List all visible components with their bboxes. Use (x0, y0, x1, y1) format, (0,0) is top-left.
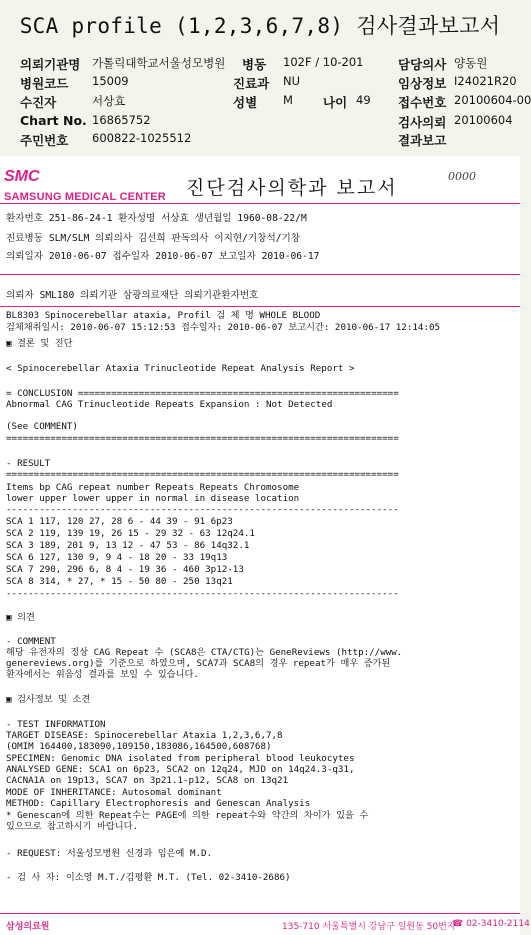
result-header-2: lower upper lower upper in normal in disease location (6, 493, 300, 504)
request-line: - REQUEST: 서울성모병원 신경과 임은예 M.D. (6, 848, 213, 859)
line-test-code: BL8303 Spinocerebellar ataxia, Profil 검 체 명 WHOLE BLOOD (6, 310, 321, 321)
table-row: SCA 3 189, 201 9, 13 12 - 47 53 - 86 14q32.1 (6, 540, 250, 551)
clinical-info-value: I24021R20 (454, 74, 517, 88)
footer-phone: ☎ 02-3410-2114 (452, 919, 530, 929)
dept-value: NU (283, 74, 301, 88)
footer-address: 135-710 서울특별시 강남구 일원동 50번지 (282, 922, 456, 932)
sex-value: M (283, 93, 293, 107)
comment-heading: - COMMENT (6, 636, 56, 647)
result-end-rule: ----------------------------------------------------------------------- (6, 588, 399, 599)
info-divider (0, 274, 520, 275)
method: METHOD: Capillary Electrophoresis and Genescan Analysis (6, 798, 311, 809)
request-date-value: 20100604 (454, 113, 513, 127)
table-row: SCA 6 127, 130 9, 9 4 - 18 20 - 33 19q13 (6, 552, 228, 563)
report-title: SCA profile (1,2,3,6,7,8) 검사결과보고서 (19, 14, 501, 38)
doctor-label: 담당의사 (398, 57, 447, 72)
see-comment: (See COMMENT) (6, 421, 78, 432)
header-row-1 (0, 55, 520, 73)
result-rule: ======================================================================= (6, 469, 399, 480)
resident-value: 600822-1025512 (92, 131, 192, 145)
handwritten-note: 0000 (448, 170, 476, 183)
chart-label: Chart No. (20, 113, 87, 128)
receipt-label: 접수번호 (398, 95, 447, 110)
sex-label: 성별 (233, 95, 258, 110)
omim-numbers: (OMIM 164400,183090,109150,183086,164500,608768) (6, 741, 272, 752)
resident-label: 주민번호 (20, 133, 69, 148)
doctor-value: 양동원 (454, 56, 488, 70)
examiner-line: - 검 사 자: 이소영 M.T./김평환 M.T. (Tel. 02-3410-2686) (6, 872, 291, 883)
specimen: SPECIMEN: Genomic DNA isolated from peripheral blood leukocytes (6, 753, 355, 764)
genescan-note-2: 있으므로 참고하시기 바랍니다. (6, 821, 138, 832)
analysed-gene-1: ANALYSED GENE: SCA1 on 6p23, SCA2 on 12q24, MJD on 14q24.3-q31, (6, 764, 355, 775)
line-patient-id: 환자번호 251-86-24-1 환자성명 서상효 생년월일 1960-08-22/M (6, 213, 307, 224)
target-disease: TARGET DISEASE: Spinocerebellar Ataxia 1,2,3,6,7,8 (6, 730, 283, 741)
comment-line-2: genereviews.org)를 기준으로 하였으며, SCA7과 SCA8의 경우 repeat가 매우 증가된 (6, 658, 391, 669)
inheritance-mode: MODE OF INHERITANCE: Autosomal dominant (6, 787, 222, 798)
conclusion-text: Abnormal CAG Trinucleotide Repeats Expansion : Not Detected (6, 399, 333, 410)
test-info-heading: - TEST INFORMATION (6, 719, 106, 730)
comment-line-3: 환자에서는 위음성 결과를 보일 수 있습니다. (6, 669, 199, 680)
table-row: SCA 2 119, 139 19, 26 15 - 29 32 - 63 12q24.1 (6, 528, 255, 539)
result-heading: - RESULT (6, 458, 51, 469)
footer-logo: 삼성의료원 (6, 922, 50, 932)
dept-label: 진료과 (233, 76, 270, 91)
section-conclusion: ▣ 결론 및 진단 (6, 338, 73, 349)
hospital-code-value: 15009 (92, 74, 129, 88)
header-row-3 (0, 93, 531, 111)
line-dates: 의뢰일자 2010-06-07 접수일자 2010-06-07 보고일자 2010-06-17 (6, 251, 320, 262)
header-divider (0, 203, 520, 204)
comment-line-1: 해당 유전자의 정상 CAG Repeat 수 (SCA8은 CTA/CTG)는 GeneReviews (http://www. (6, 647, 403, 658)
conclusion-rule: = CONCLUSION ========================================================== (6, 388, 399, 399)
header-row-2 (0, 74, 520, 92)
patient-value: 서상효 (92, 94, 126, 108)
ward-label: 병동 (242, 57, 267, 72)
age-label: 나이 (323, 95, 348, 110)
table-row: SCA 7 290, 296 6, 8 4 - 19 36 - 460 3p12-13 (6, 564, 244, 575)
smc-logo-subtitle: SAMSUNG MEDICAL CENTER (4, 191, 166, 203)
section-test-info: ▣ 검사정보 및 소견 (6, 694, 91, 705)
requester-divider (0, 306, 520, 307)
footer-divider (0, 913, 520, 914)
section-opinion: ▣ 의견 (6, 612, 35, 623)
report-heading: < Spinocerebellar Ataxia Trinucleotide Repeat Analysis Report > (6, 363, 355, 374)
document-title: 진단검사의학과 보고서 (186, 177, 398, 199)
conclusion-end-rule: ======================================================================= (6, 433, 399, 444)
report-header (0, 0, 531, 152)
age-value: 49 (356, 93, 371, 107)
header-row-4 (0, 113, 520, 131)
line-sample-times: 검체채취일시: 2010-06-07 15:12:53 접수일자: 2010-06-07 보고시간: 2010-06-17 12:14:05 (6, 322, 441, 333)
header-row-5 (0, 131, 520, 149)
line-ward: 진료병동 SLM/SLM 의뢰의사 김선희 판독의사 이지현/기창석/기창 (6, 233, 301, 244)
genescan-note-1: * Genescan에 의한 Repeat수는 PAGE에 의한 repeat수와 약간의 차이가 있을 수 (6, 810, 369, 821)
line-requester: 의뢰자 SML180 의뢰기관 삼광의료재단 의뢰기관환자번호 (6, 290, 259, 301)
institution-value: 가톨릭대학교서울성모병원 (92, 56, 226, 70)
chart-value: 16865752 (92, 113, 151, 127)
result-header-rule: ----------------------------------------------------------------------- (6, 504, 399, 515)
receipt-value: 20100604-00 (454, 93, 531, 107)
institution-label: 의뢰기관명 (20, 57, 81, 72)
result-label: 결과보고 (398, 133, 447, 148)
analysed-gene-2: CACNA1A on 19p13, SCA7 on 3p21.1-p12, SCA8 on 13q21 (6, 775, 289, 786)
result-header-1: Items bp CAG repeat number Repeats Repeats Chromosome (6, 482, 300, 493)
scanned-report (0, 156, 520, 935)
table-row: SCA 8 314, * 27, * 15 - 50 80 - 250 13q21 (6, 576, 233, 587)
ward-value: 102F / 10-201 (283, 55, 364, 69)
request-date-label: 검사의뢰 (398, 115, 447, 130)
patient-label: 수진자 (20, 95, 57, 110)
table-row: SCA 1 117, 120 27, 28 6 - 44 39 - 91 6p23 (6, 516, 233, 527)
clinical-info-label: 임상정보 (398, 76, 447, 91)
smc-logo: SMC (4, 168, 40, 185)
hospital-code-label: 병원코드 (20, 76, 69, 91)
